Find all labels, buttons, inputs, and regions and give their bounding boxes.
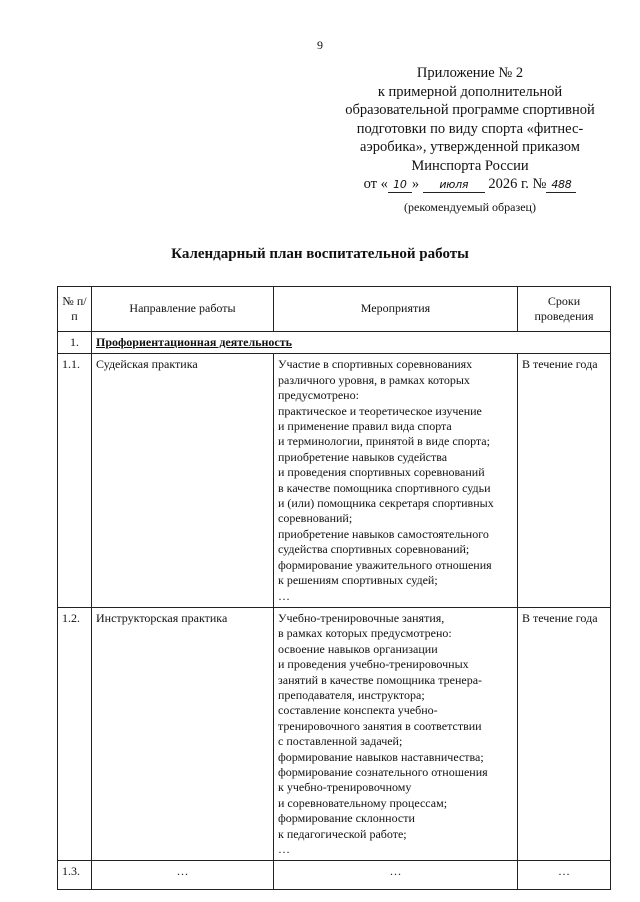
appendix-line: образовательной программе спортивной <box>345 102 595 118</box>
event-line: в рамках которых предусмотрено: <box>278 626 452 641</box>
event-line: формирование уважительного отношения <box>278 557 492 572</box>
section-cell <box>92 332 611 354</box>
event-line: преподавателя, инструктора; <box>278 687 425 702</box>
row-no: 1.1. <box>58 354 92 608</box>
event-line: Учебно-тренировочные занятия, <box>278 610 445 625</box>
event-line: к учебно-тренировочному <box>278 780 412 795</box>
event-line: освоение навыков организации <box>278 641 438 656</box>
header-events: Мероприятия <box>274 287 518 332</box>
event-line: предусмотрено: <box>278 388 359 403</box>
event-line: с поставленной задачей; <box>278 734 403 749</box>
appendix-line: подготовки по виду спорта «фитнес- <box>356 120 584 137</box>
section-no: 1. <box>58 332 92 354</box>
event-line: тренировочного занятия в соответствии <box>278 718 482 733</box>
row-direction: Инструкторская практика <box>92 607 274 861</box>
document-title: Календарный план воспитательной работы <box>171 246 469 262</box>
row-term: … <box>518 861 611 890</box>
appendix-title: Приложение № 2 <box>416 65 524 81</box>
event-line: соревнований; <box>278 511 353 526</box>
event-line: и проведения спортивных соревнований <box>278 465 485 480</box>
event-line: и терминологии, принятой в виде спорта; <box>278 434 490 449</box>
section-row <box>58 332 611 354</box>
row-no: 1.2. <box>58 607 92 861</box>
header-direction: Направление работы <box>92 287 274 332</box>
event-line: … <box>278 588 290 603</box>
event-line: и (или) помощника секретаря спортивных <box>278 496 494 511</box>
row-direction: Судейская практика <box>92 354 274 608</box>
appendix-line: аэробика», утвержденной приказом <box>360 139 580 155</box>
event-line: и соревновательному процессам; <box>278 795 448 810</box>
row-term: В течение года <box>518 354 611 608</box>
plan-table <box>57 286 611 890</box>
header-no: № п/п <box>58 287 92 332</box>
row-events <box>274 607 518 861</box>
event-line: формирование сознательного отношения <box>278 764 488 779</box>
order-day: 10 <box>388 178 412 193</box>
row-no: 1.3. <box>58 861 92 890</box>
date-mid: » <box>411 176 420 192</box>
event-line: составление конспекта учебно- <box>278 703 438 718</box>
event-line: занятий в качестве помощника тренера- <box>278 672 483 687</box>
event-line: формирование навыков наставничества; <box>278 749 484 764</box>
date-prefix: от « <box>363 176 388 192</box>
header-terms: Сроки проведения <box>518 287 611 332</box>
event-line: формирование склонности <box>278 811 415 826</box>
event-line: к педагогической работе; <box>278 826 407 841</box>
order-year: 2026 г. № <box>488 176 547 192</box>
order-number: 488 <box>546 178 576 193</box>
row-direction: … <box>92 861 274 890</box>
event-line: судейства спортивных соревнований; <box>278 542 470 557</box>
event-line: различного уровня, в рамках которых <box>278 372 470 387</box>
row-events: … <box>274 861 518 890</box>
order-month: июля <box>423 178 485 193</box>
section-title: Профориентационная деятельность <box>96 335 292 349</box>
event-line: и применение правил вида спорта <box>278 419 452 434</box>
order-date-line <box>320 175 620 194</box>
sample-note: (рекомендуемый образец) <box>404 200 536 214</box>
table-row <box>58 354 611 608</box>
appendix-header <box>320 64 620 194</box>
page-number: 9 <box>317 38 323 52</box>
table-row <box>58 861 611 890</box>
event-line: к решениям спортивных судей; <box>278 573 438 588</box>
row-events <box>274 354 518 608</box>
event-line: приобретение навыков самостоятельного <box>278 526 489 541</box>
event-line: практическое и теоретическое изучение <box>278 403 482 418</box>
event-line: Участие в спортивных соревнованиях <box>278 357 473 372</box>
event-line: и проведения учебно-тренировочных <box>278 657 469 672</box>
table-header-row <box>58 287 611 332</box>
event-line: приобретение навыков судейства <box>278 449 448 464</box>
appendix-line: Минспорта России <box>411 157 529 174</box>
table-row <box>58 607 611 861</box>
event-line: … <box>278 842 290 856</box>
appendix-line: к примерной дополнительной <box>377 83 563 100</box>
event-line: в качестве помощника спортивного судьи <box>278 480 491 495</box>
row-term: В течение года <box>518 607 611 861</box>
